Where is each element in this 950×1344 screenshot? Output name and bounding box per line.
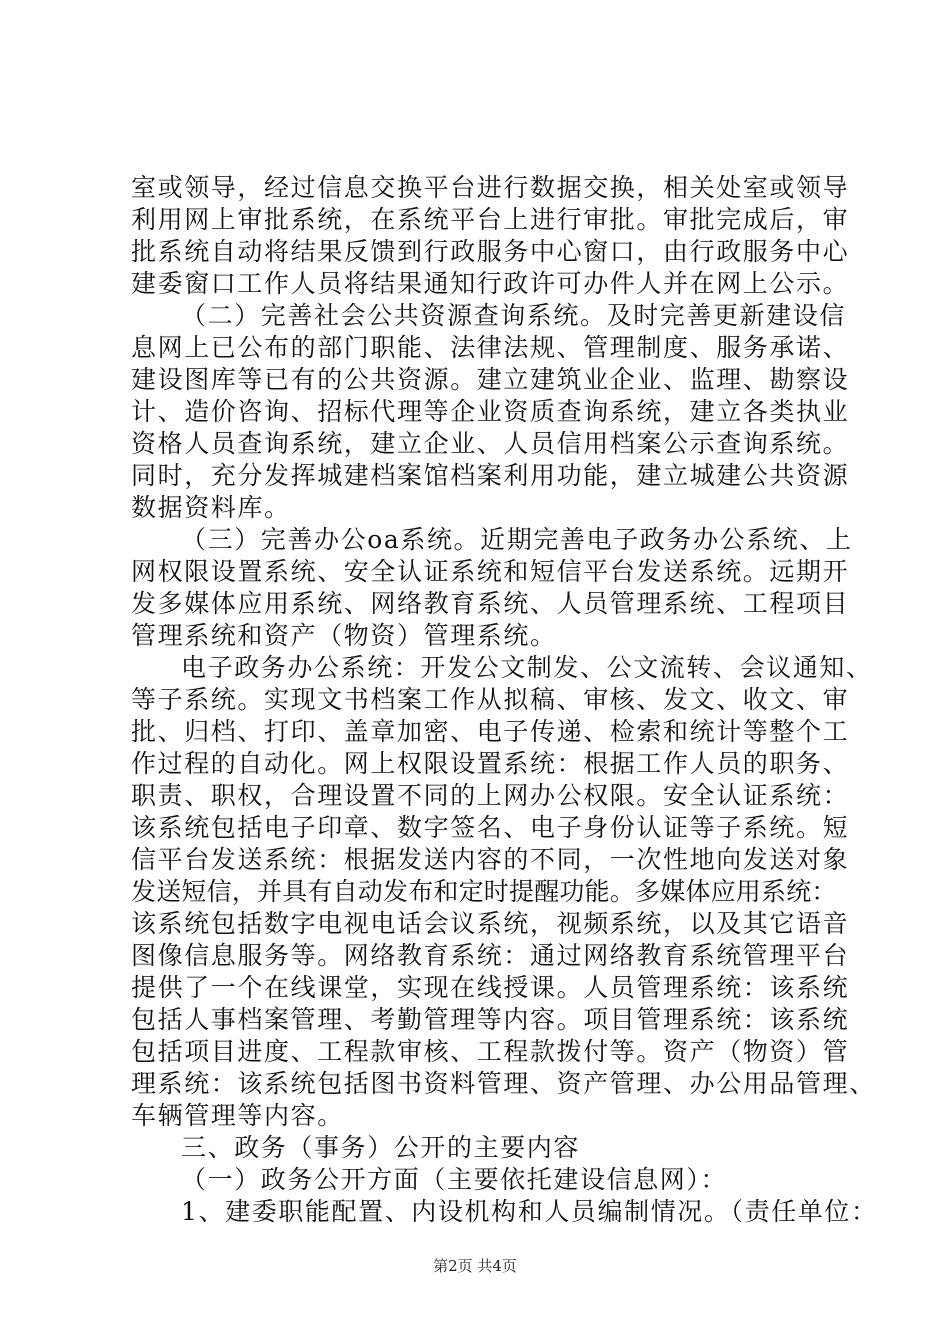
text-line: 作过程的自动化。网上权限设置系统：根据工作人员的职务、 [131,749,850,778]
text-line: 批、归档、打印、盖章加密、电子传递、检索和统计等整个工 [131,717,850,746]
text-line: 管理系统和资产（物资）管理系统。 [131,621,557,650]
body-text [131,172,878,1228]
subsection-heading: （一）政务公开方面（主要依托建设信息网）： [181,1165,728,1194]
text-line: 该系统包括数字电视电话会议系统，视频系统，以及其它语音 [131,909,850,938]
text-line: 资格人员查询系统，建立企业、人员信用档案公示查询系统。 [131,429,850,458]
text-line: 等子系统。实现文书档案工作从拟稿、审核、发文、收文、审 [131,685,850,714]
text-line: 提供了一个在线课堂，实现在线授课。人员管理系统：该系统 [131,973,850,1002]
list-item: 1、建委职能配置、内设机构和人员编制情况。（责任单位： [181,1197,878,1226]
text-line: 车辆管理等内容。 [131,1101,344,1130]
text-line: 利用网上审批系统，在系统平台上进行审批。审批完成后，审 [131,205,850,234]
text-line: 数据资料库。 [131,493,291,522]
text-line: 信平台发送系统：根据发送内容的不同，一次性地向发送对象 [131,845,850,874]
text-line: 图像信息服务等。网络教育系统：通过网络教育系统管理平台 [131,941,850,970]
text-line: 计、造价咨询、招标代理等企业资质查询系统，建立各类执业 [131,397,850,426]
text-line: 发多媒体应用系统、网络教育系统、人员管理系统、工程项目 [131,589,850,618]
text-line: 包括项目进度、工程款审核、工程款拨付等。资产（物资）管 [131,1037,850,1066]
text-line: （二）完善社会公共资源查询系统。及时完善更新建设信 [181,301,847,330]
text-line: 批系统自动将结果反馈到行政服务中心窗口，由行政服务中心 [131,237,850,266]
text-line: 网权限设置系统、安全认证系统和短信平台发送系统。远期开 [131,557,850,586]
text-line: 室或领导，经过信息交换平台进行数据交换，相关处室或领导 [131,173,850,202]
text-line: 建设图库等已有的公共资源。建立建筑业企业、监理、勘察设 [131,365,850,394]
section-heading: 三、政务（事务）公开的主要内容 [181,1133,581,1162]
text-line: 息网上已公布的部门职能、法律法规、管理制度、服务承诺、 [131,333,850,362]
text-line: 包括人事档案管理、考勤管理等内容。项目管理系统：该系统 [131,1005,850,1034]
text-line: 发送短信，并具有自动发布和定时提醒功能。多媒体应用系统： [131,877,837,906]
text-line: 理系统：该系统包括图书资料管理、资产管理、办公用品管理、 [131,1069,876,1098]
text-line: 电子政务办公系统：开发公文制发、公文流转、会议通知、 [181,653,873,682]
text-line: 同时，充分发挥城建档案馆档案利用功能，建立城建公共资源 [131,461,850,490]
text-line: 职责、职权，合理设置不同的上网办公权限。安全认证系统： [131,781,850,810]
text-line: 建委窗口工作人员将结果通知行政许可办件人并在网上公示。 [131,269,850,298]
text-line: （三）完善办公oa系统。近期完善电子政务办公系统、上 [181,525,853,554]
page-number-footer: 第2页 共4页 [433,1257,517,1275]
text-line: 该系统包括电子印章、数字签名、电子身份认证等子系统。短 [131,813,850,842]
